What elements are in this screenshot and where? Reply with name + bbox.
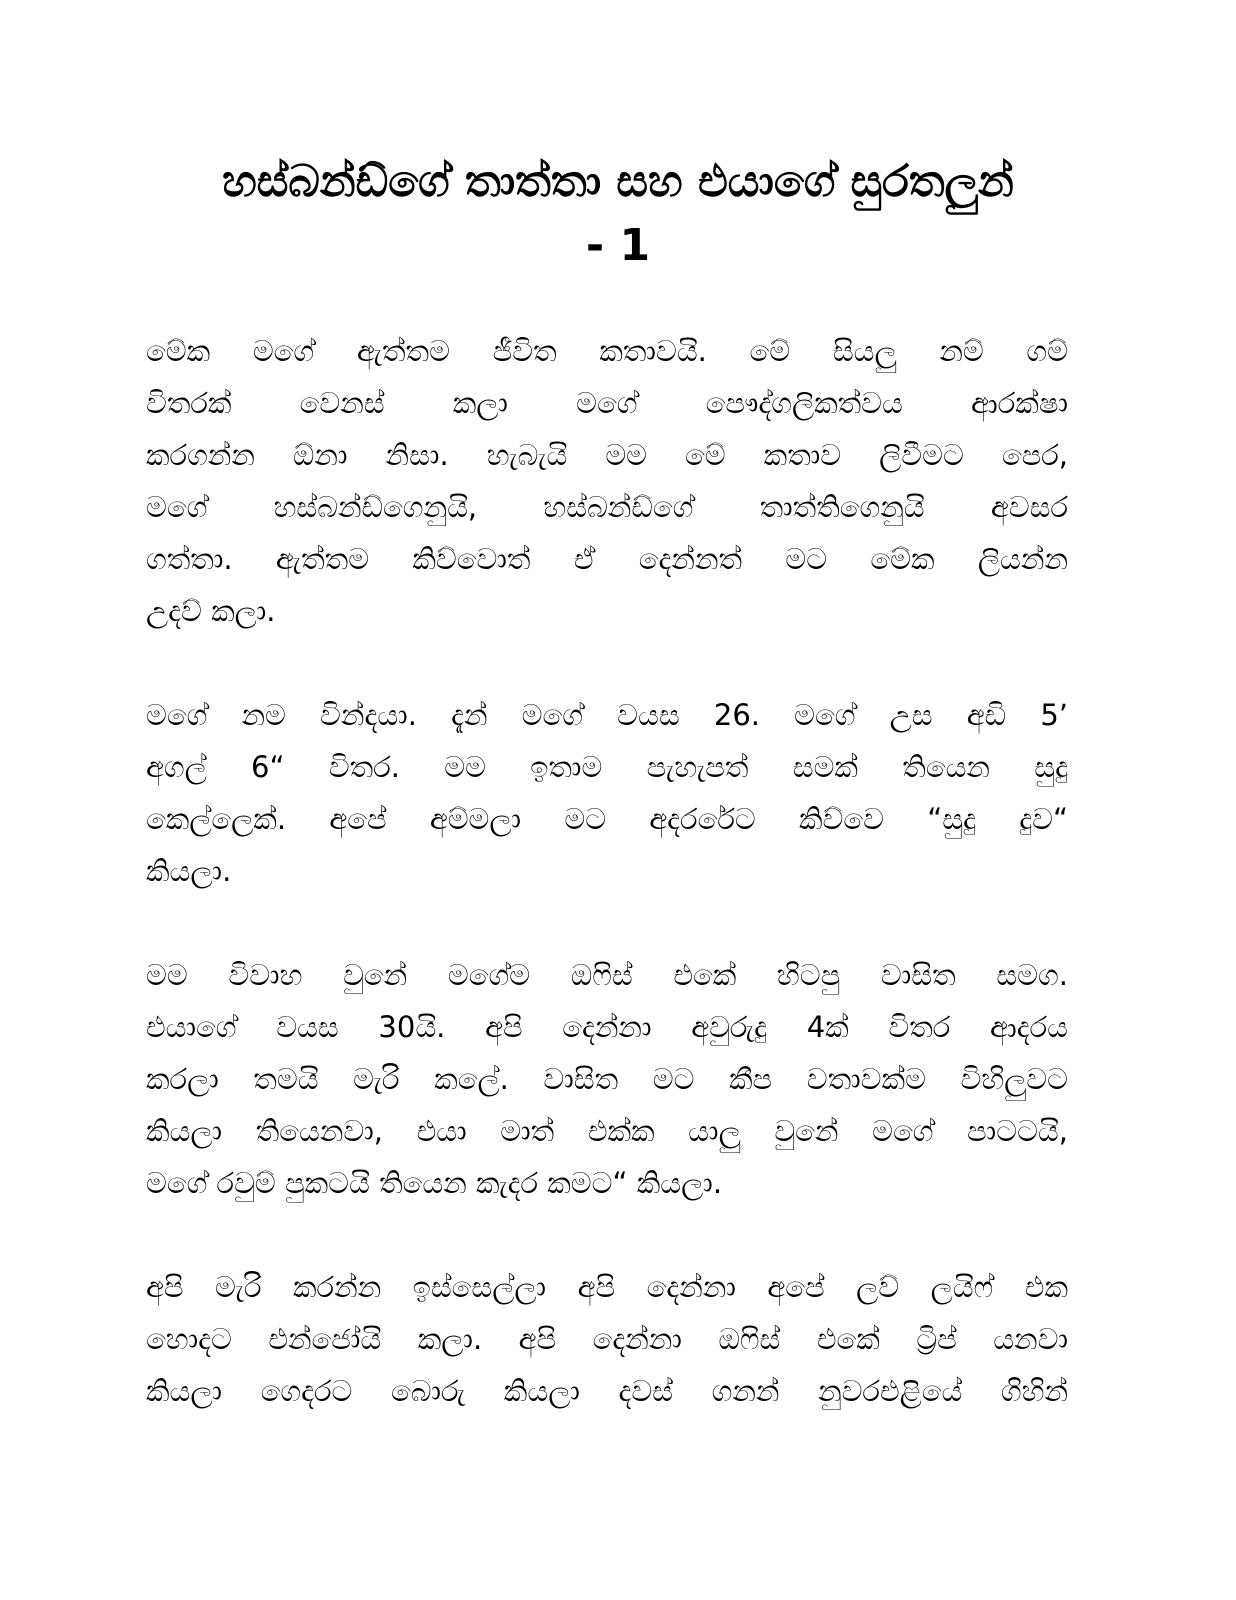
text-line: උදව් කලා.: [146, 594, 276, 628]
paragraph: [146, 689, 1068, 897]
text-line: මේක මගේ ඇත්තම ජීවිත කතාවයි. මේ සියලු නම් ගම්: [146, 334, 1068, 368]
text-line: කියලා ගෙදරට බොරු කියලා දවස් ගනන් නුවරඑළියේ ගිහින්: [146, 1374, 1068, 1408]
text-line: එයාගේ වයස 30යි. අපි දෙන්නා අවුරුදු 4ක් විතර ආදරය: [146, 1010, 1068, 1044]
page-title: [100, 150, 1136, 278]
text-line: අපි මැරි කරන්න ඉස්සෙල්ලා අපි දෙන්නා අපේ ලව් ලයිෆ් එක: [146, 1270, 1068, 1304]
text-line: හොදට එන්ජෝයි කලා. අපි දෙන්නා ඔෆිස් එකේ ට්‍රිප් යනවා: [146, 1322, 1068, 1356]
text-line: කෙල්ලෙක්. අපේ අම්මලා මට අදරරේට කිව්වෙ “සුදු දුව“: [146, 802, 1068, 836]
text-line: කියලා තියෙනවා, එයා මාත් එක්ක යාලු වුනේ මගේ පාටටයි,: [146, 1114, 1068, 1148]
paragraph: [146, 1261, 1068, 1417]
text-line: ගත්තා. ඇත්තම කිව්වොත් ඒ දෙන්නත් මට මේක ලියන්න: [146, 542, 1068, 576]
paragraph: [146, 949, 1068, 1209]
text-line: මගේ රවුම් පුකටයි තියෙන කැදර කමට“ කියලා.: [146, 1166, 723, 1200]
text-line: විතරක් වෙනස් කලා මගේ පෞද්ගලිකත්වය ආරක්ෂා: [146, 386, 1068, 420]
text-line: මම විවාහ වුනේ මගේම ඔෆිස් එකේ හිටපු වාසිත සමග.: [146, 958, 1068, 992]
text-line: අගල් 6“ විතර. මම ඉතාම පැහැපත් සමක් තියෙන සුදු: [146, 750, 1068, 784]
text-line: කියලා.: [146, 854, 232, 888]
paragraph: [146, 325, 1068, 637]
text-line: කරගන්න ඕනා නිසා. හැබැයි මම මේ කතාව ලිවීමට පෙර,: [146, 438, 1068, 472]
text-line: කරලා තමයි මැරි කලේ. වාසිත මට කීප වතාවක්ම විහිලුවට: [146, 1062, 1068, 1096]
document-body: [146, 325, 1068, 1469]
title-line-1: හස්බන්ඩ්ගේ තාත්තා සහ එයාගේ සුරතලුන්: [222, 156, 1014, 207]
text-line: මගේ නම වින්දයා. දැන් මගේ වයස 26. මගේ උස අඩි 5’: [146, 698, 1068, 732]
title-line-2: - 1: [585, 220, 651, 271]
text-line: මගේ හස්බන්ඩ්ගෙනුයි, හස්බන්ඩ්ගේ තාත්තිගෙනුයි අවසර: [146, 490, 1068, 524]
